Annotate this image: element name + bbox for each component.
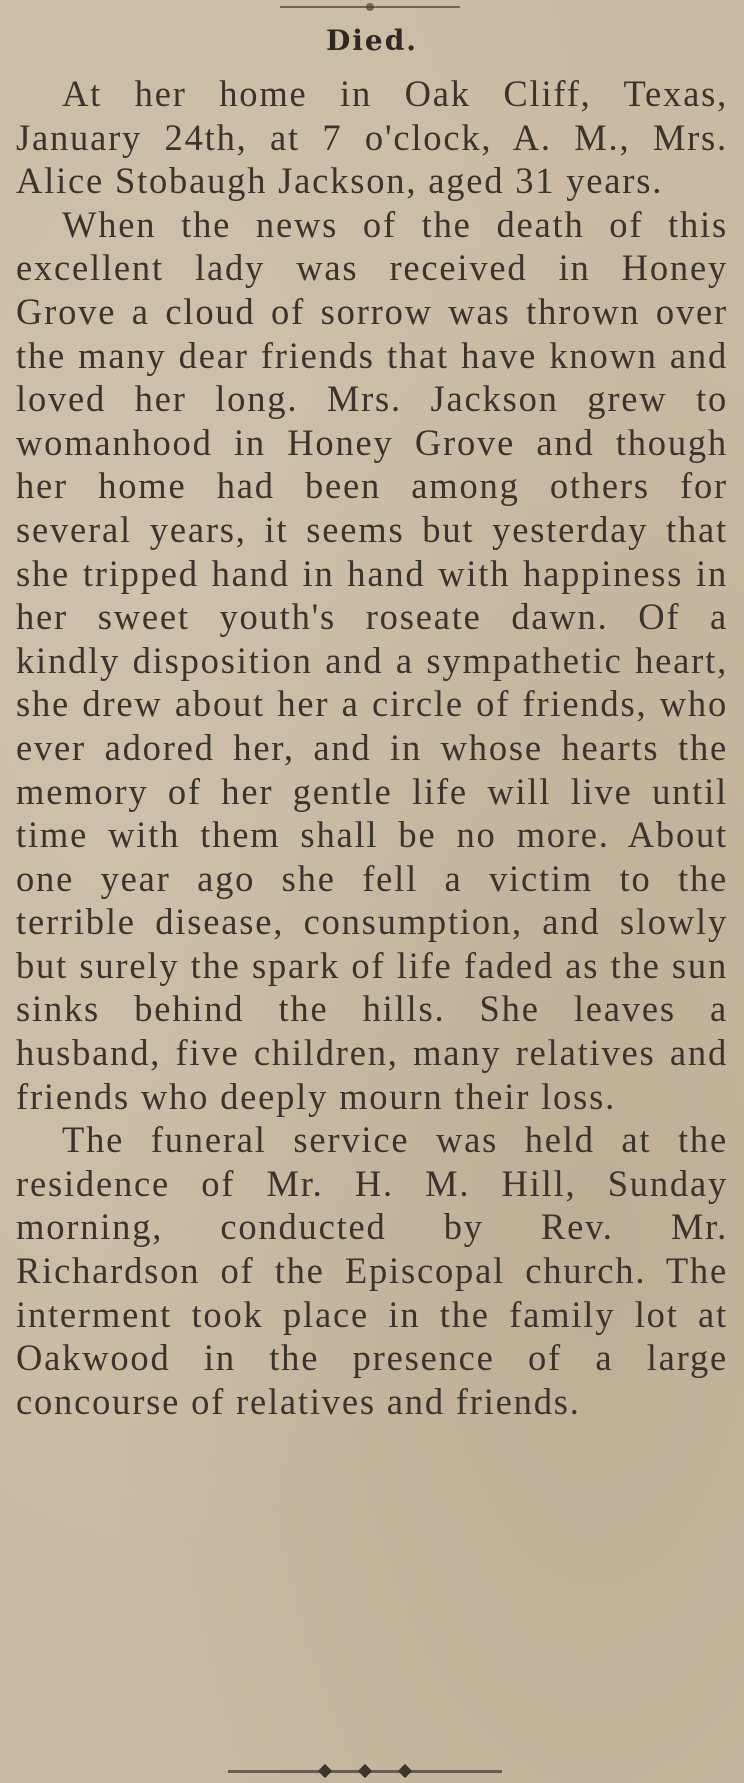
obituary-paragraph-funeral: The funeral service was held at the residence of Mr. H. M. Hill, Sunday morning, conducted by Rev. Mr. Richardson of the Episcopal church. The interment took place in the family lot at Oakwood in the presence of a large concourse of relatives and friends. — [16, 1119, 728, 1422]
ornament-diamond — [398, 1764, 412, 1778]
ornament-diamond — [318, 1764, 332, 1778]
obituary-paragraph-death-notice: At her home in Oak Cliff, Texas, January 24th, at 7 o'clock, A. M., Mrs. Alice Stobaugh Jackson, aged 31 years. — [16, 73, 728, 202]
obituary-body — [16, 72, 728, 1423]
obituary-heading: Died. — [325, 24, 419, 57]
top-rule-ornament — [366, 3, 374, 11]
obituary-paragraph-tribute: When the news of the death of this excellent lady was received in Honey Grove a cloud of sorrow was thrown over the many dear friends that have known and loved her long. Mrs. Jackson grew to womanhood in Honey Grove and though her home had been among others for several years, it seems but yesterday that she tripped hand in hand with happiness in her sweet youth's roseate dawn. Of a kindly disposition and a sympathetic heart, she drew about her a circle of friends, who ever adored her, and in whose hearts the memory of her gentle life will live until time with them shall be no more. About one year ago she fell a victim to the terrible disease, consumption, and slowly but surely the spark of life faded as the sun sinks behind the hills. She leaves a husband, five children, many relatives and friends who deeply mourn their loss. — [16, 203, 728, 1117]
ornament-diamond — [358, 1764, 372, 1778]
bottom-ornament — [320, 1765, 410, 1777]
